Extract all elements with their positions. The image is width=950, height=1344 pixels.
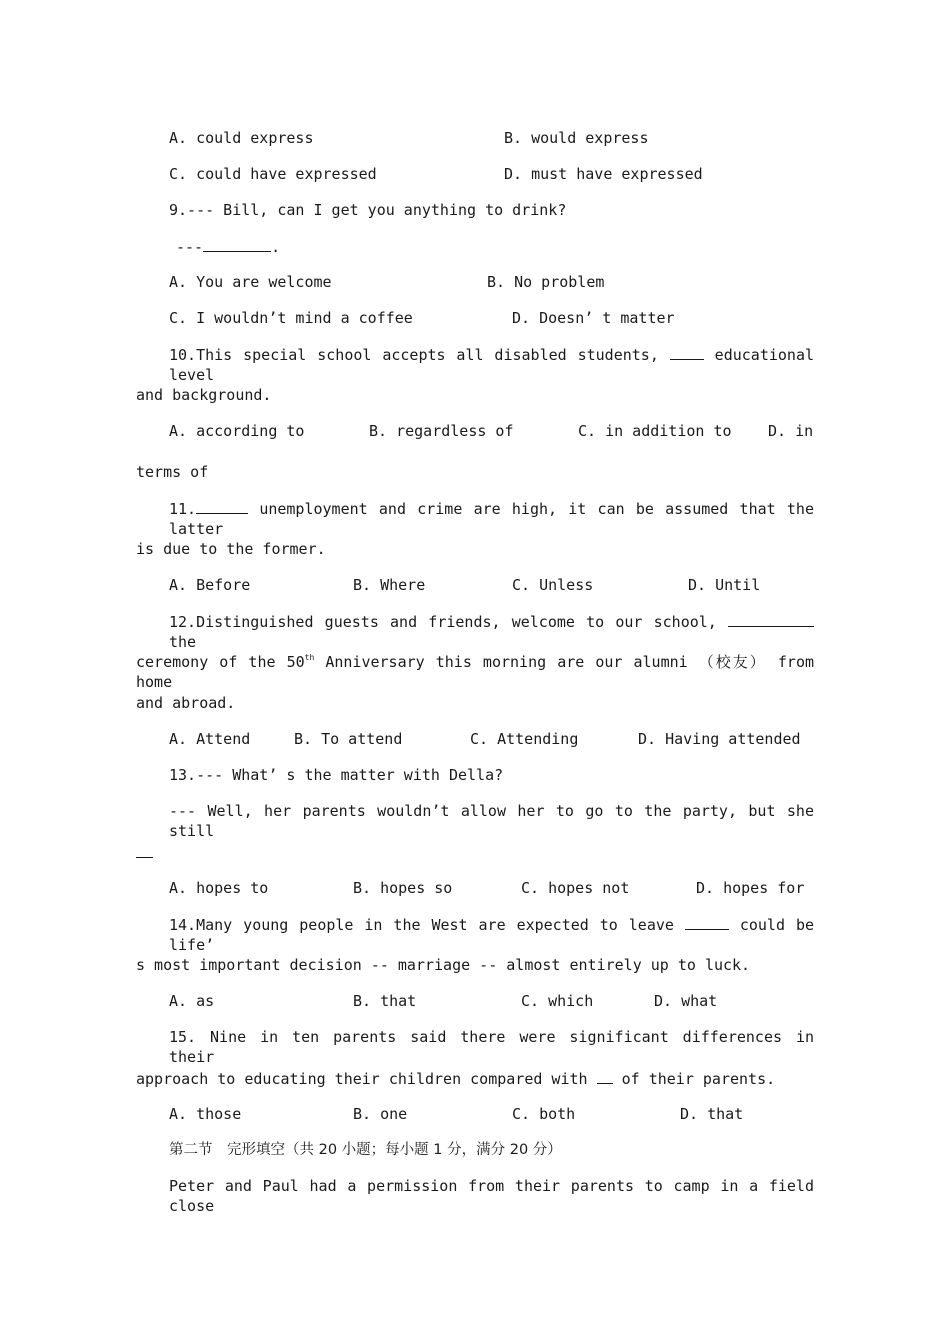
- q14-stem-text: 14.Many young people in the West are expected to leave: [169, 916, 674, 934]
- q15-option-c: C. both: [512, 1105, 576, 1123]
- q15-stem-line1: 15. Nine in ten parents said there were significant differences in their: [169, 1028, 814, 1066]
- q11-option-b: B. Where: [353, 576, 426, 594]
- q13-option-a: A. hopes to: [169, 879, 269, 897]
- q10-stem-line2: and background.: [136, 386, 272, 404]
- q10-stem-text: 10.This special school accepts all disabled students,: [169, 346, 659, 364]
- answer-blank: [597, 1068, 613, 1084]
- q15-option-b: B. one: [353, 1105, 408, 1123]
- q11-stem-text: unemployment and crime are high, it can be assumed that the latter: [169, 500, 814, 538]
- q12-option-d: D. Having attended: [638, 730, 801, 748]
- q13-option-c: C. hopes not: [521, 879, 630, 897]
- q12-stem-text: 12.Distinguished guests and friends, welcome to our school,: [169, 613, 717, 631]
- q15-option-d: D. that: [680, 1105, 744, 1123]
- q10-option-b: B. regardless of: [369, 422, 514, 440]
- passage-line1: Peter and Paul had a permission from their parents to camp in a field close: [169, 1177, 814, 1215]
- q15-stem-text-2b: of their parents.: [621, 1070, 776, 1088]
- q15-stem-line2: [136, 1068, 775, 1089]
- q11-stem-line1: [169, 498, 814, 539]
- answer-blank: [670, 344, 704, 360]
- q8-option-c: C. could have expressed: [169, 165, 377, 183]
- q10-option-c: C. in addition to: [578, 422, 732, 440]
- q12-stem-text-2b: Anniversary this morning are our alumni （校友） from home: [136, 653, 815, 691]
- q14-option-d: D. what: [654, 992, 718, 1010]
- q8-option-a: A. could express: [169, 129, 314, 147]
- q14-stem-text-b: could be life’: [169, 916, 815, 954]
- q9-reply: [176, 236, 280, 257]
- q9-reply-prefix: ---: [176, 238, 204, 256]
- q9-option-a: A. You are welcome: [169, 273, 332, 291]
- q12-stem-text-2a: ceremony of the 50: [136, 653, 305, 671]
- q12-stem-line3: and abroad.: [136, 694, 236, 712]
- q11-option-d: D. Until: [688, 576, 761, 594]
- q12-option-c: C. Attending: [470, 730, 579, 748]
- answer-blank: [203, 236, 271, 252]
- section-title: 第二节 完形填空（共 20 小题；每小题 1 分，满分 20 分）: [169, 1142, 562, 1158]
- q11-number: 11.: [169, 500, 197, 518]
- answer-blank: [196, 498, 248, 514]
- q9-option-c: C. I wouldn’t mind a coffee: [169, 309, 413, 327]
- q14-option-b: B. that: [353, 992, 417, 1010]
- answer-blank: [685, 914, 729, 930]
- ordinal-superscript: th: [304, 653, 315, 662]
- q8-option-d: D. must have expressed: [504, 165, 703, 183]
- q9-stem: 9.--- Bill, can I get you anything to drink?: [169, 201, 567, 219]
- q9-reply-suffix: .: [271, 238, 281, 256]
- q12-stem-text-b: the: [169, 633, 197, 651]
- q14-option-a: A. as: [169, 992, 215, 1010]
- q10-option-d: D. in: [768, 422, 814, 440]
- q11-stem-line2: is due to the former.: [136, 540, 326, 558]
- q9-option-d: D. Doesn’ t matter: [512, 309, 675, 327]
- q10-option-a: A. according to: [169, 422, 305, 440]
- q12-stem-line2: [136, 652, 814, 692]
- answer-blank: [136, 857, 153, 858]
- q13-stem-line1: 13.--- What’ s the matter with Della?: [169, 766, 504, 784]
- q14-stem-line1: [169, 914, 814, 955]
- q12-stem-line1: [169, 611, 814, 652]
- q12-option-a: A. Attend: [169, 730, 251, 748]
- q12-option-b: B. To attend: [294, 730, 403, 748]
- q10-stem-text-b: educational level: [169, 346, 815, 384]
- q13-stem-line2: --- Well, her parents wouldn’t allow her to go to the party, but she still: [169, 802, 814, 840]
- q11-option-c: C. Unless: [512, 576, 594, 594]
- q8-option-b: B. would express: [504, 129, 649, 147]
- q9-option-b: B. No problem: [487, 273, 605, 291]
- q11-option-a: A. Before: [169, 576, 251, 594]
- q10-stem-line1: [169, 344, 814, 385]
- q14-option-c: C. which: [521, 992, 594, 1010]
- q13-option-d: D. hopes for: [696, 879, 805, 897]
- q14-stem-line2: s most important decision -- marriage -- almost entirely up to luck.: [136, 956, 751, 974]
- q10-option-d-continued: terms of: [136, 463, 209, 481]
- q15-stem-text-2a: approach to educating their children compared with: [136, 1070, 588, 1088]
- q15-option-a: A. those: [169, 1105, 242, 1123]
- answer-blank: [728, 611, 814, 627]
- q13-option-b: B. hopes so: [353, 879, 453, 897]
